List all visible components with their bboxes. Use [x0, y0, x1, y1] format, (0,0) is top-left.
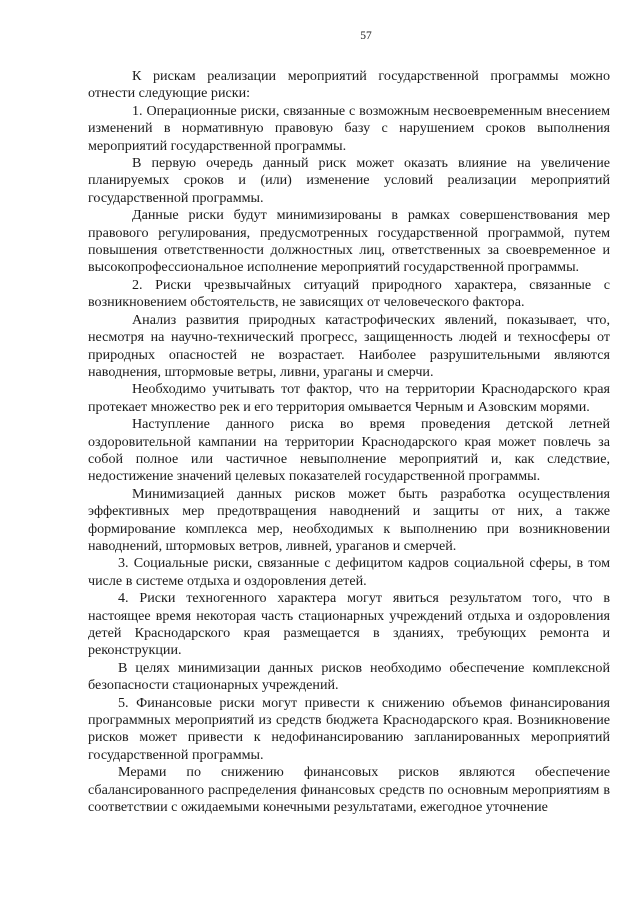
- paragraph: Наступление данного риска во время проведения детской летней оздоровительной кампании на территории Краснодарского края может повлечь за собой полное или частичное невыполнение мероприятий и, как следствие, недостижение значений целевых показателей государственной программы.: [88, 416, 610, 485]
- paragraph: Необходимо учитывать тот фактор, что на территории Краснодарского края протекает множество рек и его территория омывается Черным и Азовским морями.: [88, 381, 610, 415]
- paragraph: 3. Социальные риски, связанные с дефицитом кадров социальной сферы, в том числе в системе отдыха и оздоровления детей.: [88, 555, 610, 589]
- page-number: 57: [360, 30, 372, 42]
- paragraph: 5. Финансовые риски могут привести к снижению объемов финансирования программных мероприятий из средств бюджета Краснодарского края. Возникновение рисков может привести к недофинансированию запланированных мероприятий государственной программы.: [88, 694, 610, 763]
- paragraph: 4. Риски техногенного характера могут явиться результатом того, что в настоящее время некоторая часть стационарных учреждений отдыха и оздоровления детей Краснодарского края размещается в зданиях, требующих ремонта и реконструкции.: [88, 590, 610, 659]
- paragraph: В первую очередь данный риск может оказать влияние на увеличение планируемых сроков и (или) изменение условий реализации мероприятий государственной программы.: [88, 155, 610, 206]
- paragraph: Минимизацией данных рисков может быть разработка осуществления эффективных мер предотвращения наводнений и защиты от них, а также формирование комплекса мер, необходимых к выполнению при возникновении наводнений, штормовых ветров, ливней, ураганов и смерчей.: [88, 485, 610, 554]
- paragraph: К рискам реализации мероприятий государственной программы можно отнести следующие риски:: [88, 68, 610, 102]
- paragraph: 1. Операционные риски, связанные с возможным несвоевременным внесением изменений в нормативную правовую базу с нарушением сроков выполнения мероприятий государственной программы.: [88, 102, 610, 154]
- paragraph: Данные риски будут минимизированы в рамках совершенствования мер правового регулирования, предусмотренных государственной программой, путем повышения ответственности должностных лиц, ответственных за своевременное и высокопрофессиональное исполнение мероприятий государственной программы.: [88, 207, 610, 276]
- paragraph: Мерами по снижению финансовых рисков являются обеспечение сбалансированного распределения финансовых средств по основным мероприятиям в соответствии с ожидаемыми конечными результатами, ежегодное уточнение: [88, 764, 610, 816]
- paragraph: 2. Риски чрезвычайных ситуаций природного характера, связанные с возникновением обстоятельств, не зависящих от человеческого фактора.: [88, 276, 610, 311]
- document-body: [88, 68, 610, 816]
- paragraph: Анализ развития природных катастрофических явлений, показывает, что, несмотря на научно-технический прогресс, защищенность людей и техносферы от природных опасностей не возрастает. Наиболее разрушительными являются наводнения, штормовые ветры, ливни, ураганы и смерчи.: [88, 311, 610, 380]
- paragraph: В целях минимизации данных рисков необходимо обеспечение комплексной безопасности стационарных учреждений.: [88, 659, 610, 694]
